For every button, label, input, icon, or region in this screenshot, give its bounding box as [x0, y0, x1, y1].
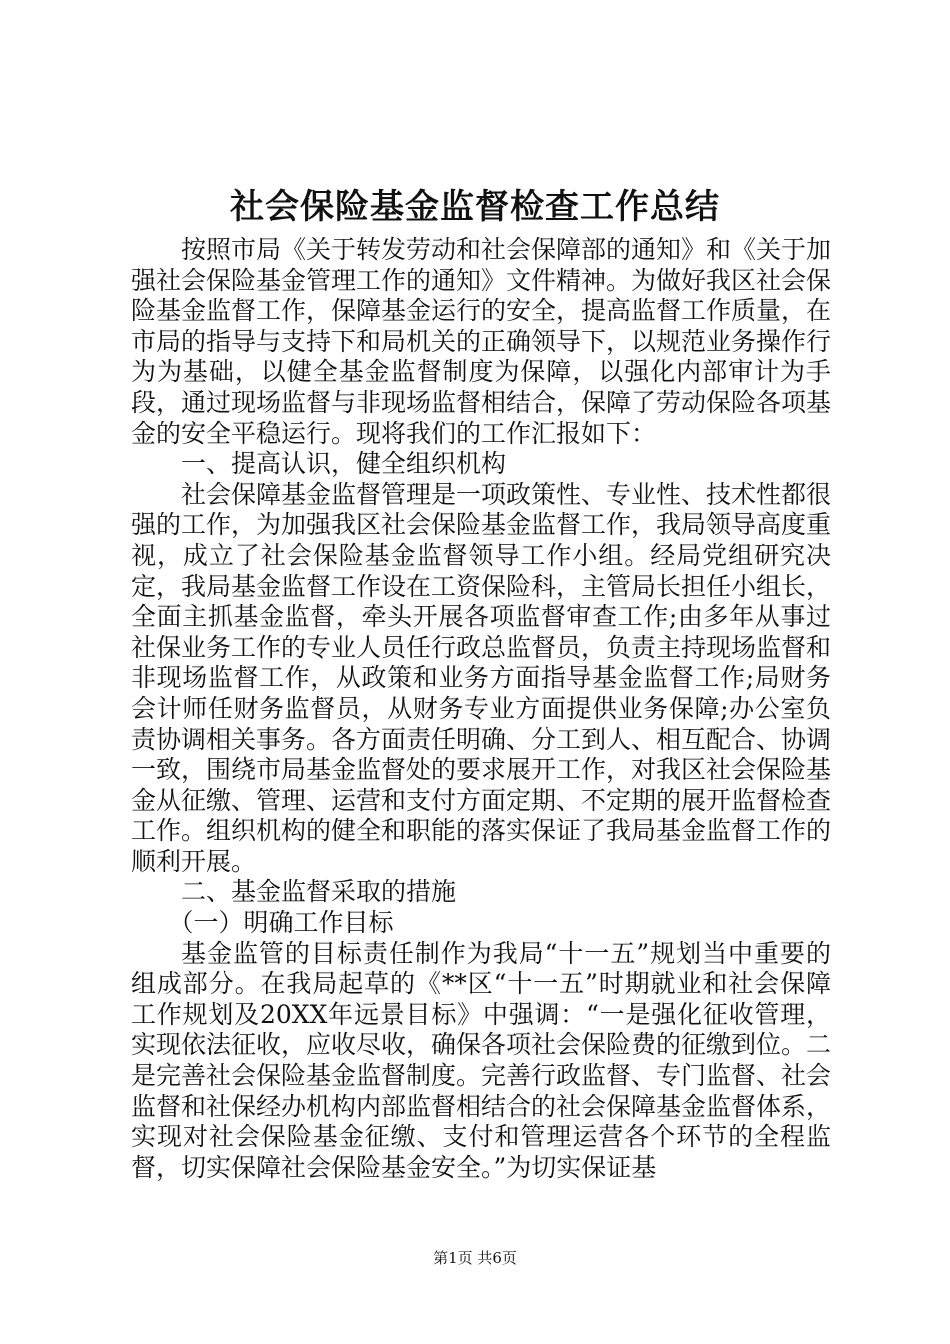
section-heading-1: 一、提高认识，健全组织机构 — [181, 449, 507, 479]
paragraph-subsection-1: 基金监管的目标责任制作为我局“十一五”规划当中重要的组成部分。在我局起草的《**区“十一五”时期就业和社会保障工作规划及20XX年远景目标》中强调：“一是强化征收管理，实现依法征收，应收尽收，确保各项社会保险费的征缴到位。二是完善社会保险基金监督制度。完善行政监督、专门监督、社会监督和社保经办机构内部监督相结合的社会保障基金监督体系，实现对社会保险基金征缴、支付和管理运营各个环节的全程监督，切实保障社会保险基金安全。”为切实保证基 — [131, 938, 832, 1182]
section-heading-2: 二、基金监督采取的措施 — [181, 877, 457, 907]
paragraph-section-1: 社会保障基金监督管理是一项政策性、专业性、技术性都很强的工作，为加强我区社会保险基金监督工作，我局领导高度重视，成立了社会保险基金监督领导工作小组。经局党组研究决定，我局基金监督工作设在工资保险科，主管局长担任小组长，全面主抓基金监督，牵头开展各项监督审查工作;由多年从事过社保业务工作的专业人员任行政总监督员，负责主持现场监督和非现场监督工作，从政策和业务方面指导基金监督工作;局财务会计师任财务监督员，从财务专业方面提供业务保障;办公室负责协调相关事务。各方面责任明确、分工到人、相互配合、协调一致，围绕市局基金监督处的要求展开工作，对我区社会保险基金从征缴、管理、运营和支付方面定期、不定期的展开监督检查工作。组织机构的健全和职能的落实保证了我局基金监督工作的顺利开展。 — [131, 479, 832, 876]
document-title: 社会保险基金监督检查工作总结 — [230, 187, 720, 227]
paragraph-intro: 按照市局《关于转发劳动和社会保障部的通知》和《关于加强社会保险基金管理工作的通知》文件精神。为做好我区社会保险基金监督工作，保障基金运行的安全，提高监督工作质量，在市局的指导与支持下和局机关的正确领导下，以规范业务操作行为为基础，以健全基金监督制度为保障，以强化内部审计为手段，通过现场监督与非现场监督相结合，保障了劳动保险各项基金的安全平稳运行。现将我们的工作汇报如下： — [131, 235, 832, 448]
page-footer: 第1页 共6页 — [433, 1249, 517, 1267]
document-body — [131, 235, 831, 1183]
subsection-heading-1: （一）明确工作目标 — [168, 908, 394, 938]
